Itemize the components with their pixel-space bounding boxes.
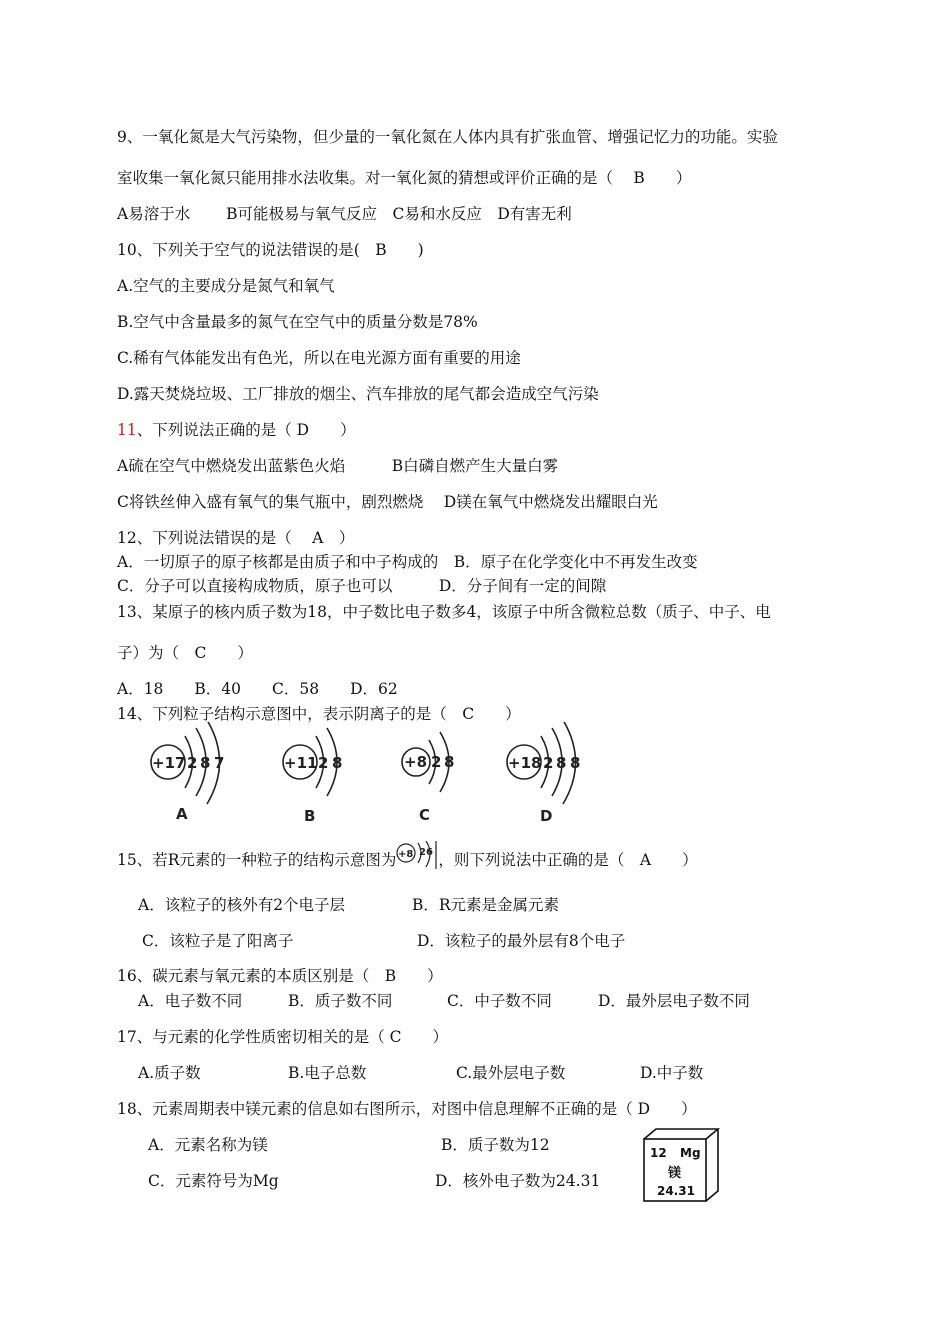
q15-stem bbox=[117, 847, 698, 871]
tile-atomic-number: 12 bbox=[650, 1146, 667, 1160]
q13-stem-line2: 子）为（ C ） bbox=[117, 644, 253, 662]
q15-option-a: A．该粒子的核外有2个电子层 bbox=[138, 896, 346, 914]
diagram-d-shell-2: 8 bbox=[556, 754, 567, 772]
q9-stem-line2: 室收集一氧化氮只能用排水法收集。对一氧化氮的猜想或评价正确的是（ B ） bbox=[117, 169, 692, 187]
diagram-d-label: D bbox=[540, 807, 553, 825]
q15-inline-diagram bbox=[396, 841, 438, 871]
q15-diagram-shell-2: 6 bbox=[426, 847, 434, 858]
q11-options-ab: A硫在空气中燃烧发出蓝紫色火焰 B白磷自燃产生大量白雾 bbox=[117, 457, 559, 475]
q16-option-c: C．中子数不同 bbox=[447, 992, 552, 1010]
diagram-a-label: A bbox=[176, 805, 188, 823]
diagram-b-shell-2: 8 bbox=[332, 754, 343, 772]
diagram-c-shell-1: 2 bbox=[431, 753, 442, 771]
q15-stem-post: ，则下列说法中正确的是（ A ） bbox=[438, 851, 698, 869]
diagram-c-shell-2: 8 bbox=[444, 753, 455, 771]
q17-option-a: A.质子数 bbox=[138, 1064, 201, 1082]
diagram-d-nucleus: +18 bbox=[508, 754, 542, 772]
diagram-a-shell-3: 7 bbox=[214, 754, 225, 772]
q10-stem: 10、下列关于空气的说法错误的是( B ) bbox=[117, 241, 424, 259]
diagram-a-shell-1: 2 bbox=[187, 754, 198, 772]
q16-stem: 16、碳元素与氧元素的本质区别是（ B ） bbox=[117, 967, 443, 985]
q11-number: 11 bbox=[117, 421, 137, 439]
q17-option-c: C.最外层电子数 bbox=[456, 1064, 566, 1082]
diagram-a-shell-2: 8 bbox=[200, 754, 211, 772]
atomic-structure-diagrams bbox=[138, 722, 608, 830]
diagram-c-nucleus: +8 bbox=[404, 753, 428, 771]
q11-stem bbox=[117, 420, 356, 440]
q16-option-a: A．电子数不同 bbox=[138, 992, 243, 1010]
q15-option-b: B．R元素是金属元素 bbox=[412, 896, 560, 914]
q18-option-b: B．质子数为12 bbox=[441, 1136, 550, 1154]
q12-stem: 12、下列说法错误的是（ A ） bbox=[117, 529, 355, 547]
diagram-a-nucleus: +17 bbox=[152, 754, 186, 772]
q16-option-b: B．质子数不同 bbox=[288, 992, 393, 1010]
q15-diagram-shell-1: 2 bbox=[419, 847, 427, 858]
q15-option-d: D．该粒子的最外层有8个电子 bbox=[417, 932, 626, 950]
diagram-c-label: C bbox=[419, 806, 431, 824]
diagram-b-nucleus: +11 bbox=[284, 754, 318, 772]
q10-option-b: B.空气中含量最多的氮气在空气中的质量分数是78% bbox=[117, 313, 478, 331]
diagram-b-label: B bbox=[304, 807, 316, 825]
q9-stem-line1: 9、一氧化氮是大气污染物，但少量的一氧化氮在人体内具有扩张血管、增强记忆力的功能。实验 bbox=[117, 128, 778, 146]
q11-options-cd: C将铁丝伸入盛有氧气的集气瓶中，剧烈燃烧 D镁在氧气中燃烧发出耀眼白光 bbox=[117, 493, 658, 511]
q13-options: A．18 B．40 C．58 D．62 bbox=[117, 680, 398, 698]
tile-symbol: Mg bbox=[680, 1146, 701, 1160]
q15-stem-pre: 15、若R元素的一种粒子的结构示意图为 bbox=[117, 851, 397, 869]
q10-option-c: C.稀有气体能发出有色光，所以在电光源方面有重要的用途 bbox=[117, 349, 521, 367]
q18-stem: 18、元素周期表中镁元素的信息如右图所示，对图中信息理解不正确的是（ D ） bbox=[117, 1100, 697, 1118]
q11-stem-text: 、下列说法正确的是（ D ） bbox=[136, 421, 356, 439]
q18-option-d: D．核外电子数为24.31 bbox=[435, 1172, 601, 1190]
q15-option-c: C．该粒子是了阳离子 bbox=[142, 932, 294, 950]
q17-option-b: B.电子总数 bbox=[288, 1064, 367, 1082]
tile-atomic-mass: 24.31 bbox=[657, 1184, 695, 1198]
q13-stem-line1: 13、某原子的核内质子数为18，中子数比电子数多4，该原子中所含微粒总数（质子、中子、电 bbox=[117, 603, 771, 621]
q18-option-a: A．元素名称为镁 bbox=[148, 1136, 268, 1154]
q9-options: A易溶于水 B可能极易与氧气反应 C易和水反应 D有害无利 bbox=[117, 205, 572, 223]
diagram-b-shell-1: 2 bbox=[318, 754, 329, 772]
q12-options-ab: A．一切原子的原子核都是由质子和中子构成的 B．原子在化学变化中不再发生改变 bbox=[117, 553, 698, 571]
q18-option-c: C．元素符号为Mg bbox=[148, 1172, 279, 1190]
q17-stem: 17、与元素的化学性质密切相关的是（ C ） bbox=[117, 1028, 449, 1046]
tile-name: 镁 bbox=[668, 1166, 682, 1181]
diagram-d-shell-1: 2 bbox=[543, 754, 554, 772]
q17-option-d: D.中子数 bbox=[640, 1064, 704, 1082]
q10-option-d: D.露天焚烧垃圾、工厂排放的烟尘、汽车排放的尾气都会造成空气污染 bbox=[117, 385, 599, 403]
q14-stem: 14、下列粒子结构示意图中，表示阴离子的是（ C ） bbox=[117, 705, 521, 723]
q10-option-a: A.空气的主要成分是氮气和氧气 bbox=[117, 277, 335, 295]
q15-diagram-nucleus: +8 bbox=[398, 849, 414, 860]
q16-option-d: D．最外层电子数不同 bbox=[598, 992, 750, 1010]
q12-options-cd: C．分子可以直接构成物质，原子也可以 D．分子间有一定的间隙 bbox=[117, 577, 607, 595]
diagram-d-shell-3: 8 bbox=[570, 754, 581, 772]
magnesium-element-tile bbox=[642, 1127, 722, 1205]
